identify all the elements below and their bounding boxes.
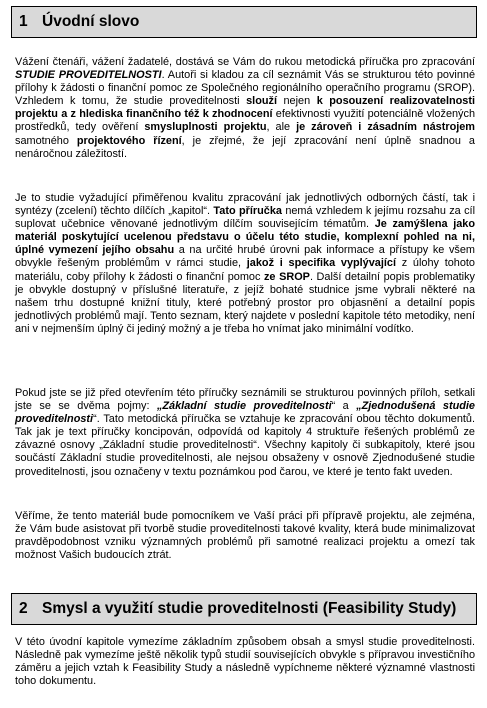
paragraph-intro: [15, 56, 475, 161]
text-run: Je to studie vyžadující přiměřenou kvalitu zpracování jak jednotlivých odborných částí, tak i syntézy (zcelení) těchto dílčích „kapitol“.: [15, 192, 475, 218]
text-run: Pokud jste se již před otevřením této příručky seznámili se strukturou povinných příloh, setkali jste se se dvěma pojmy:: [15, 387, 475, 413]
text-run: V této úvodní kapitole vymezíme základním způsobem obsah a smysl studie proveditelnosti. Následně pak vymezíme ještě několik typů studií souvisejících obvykle s přípravou investičního záměru a jejich vztah k Feasibility Study a následně vypíchneme některé významné vlastnosti toho dokumentu.: [15, 636, 475, 688]
text-run-bold: jakož i specifika vyplývající: [246, 257, 396, 270]
text-run: “. Tato metodická příručka se vztahuje ke zpracování obou těchto dokumentů. Tak jak je text příručky koncipován, odpovídá od kapitoly 4 struktuře řešených problémů ze závazné osnovy „Základní studie proveditelnosti“. Všechny kapitoly či subkapitoly, které jsou součástí Základní studie proveditelnosti, ale nejsou obsaženy v osnově Zjednodušené studie proveditelnosti, jsou označeny v textu poznámkou pod čarou, ve které je tento fakt uveden.: [15, 413, 475, 478]
paragraph-terms: [15, 387, 475, 479]
text-run-bold: ze SROP: [263, 270, 310, 283]
text-run: samotného: [15, 134, 77, 147]
text-run: , ale: [266, 121, 297, 134]
paragraph-purpose: [15, 192, 475, 336]
text-run: efektivnosti využití potenciálně vložených prostředků, tedy ověření: [15, 108, 476, 134]
text-run: nejen: [276, 95, 317, 108]
section-number: 2: [19, 600, 28, 617]
section-1-heading: [11, 6, 477, 38]
text-run: nemá vzhledem k jejímu rozsahu za cíl suplovat učebnice věnované jednotlivým dílčím souvisejícím tématům.: [15, 205, 476, 231]
paragraph-closing: [15, 510, 475, 562]
text-run: “ a: [331, 400, 357, 413]
section-2-heading: [11, 593, 477, 625]
text-run-bold: Tato příručka: [213, 205, 282, 218]
text-run-bold: smysluplnosti projektu: [144, 121, 267, 134]
text-run-bold-italic: STUDIE PROVEDITELNOSTI: [15, 69, 162, 82]
text-run: a na určité hrubé úrovni pak informace a přístupy ke všem obvykle řešeným problémům v rámci studie,: [15, 244, 475, 270]
text-run: . Další detailní popis problematiky je obvykle dostupný v příslušné literatuře, z jejíž bohaté studnice jsme vybrali některé na našem trhu dostupné knižní tituly, které potřebný prostor pro objasnění a detailní popis jednotlivých problémů mají. Tento seznam, který najdete v poslední kapitole této metodiky, není ani v nejmenším úplný či jediný možný a je třeba ho vnímat jako minimální vodítko.: [15, 270, 475, 335]
text-run-bold: slouží: [246, 95, 277, 108]
section-title: Úvodní slovo: [42, 13, 140, 30]
text-run: Vážení čtenáři, vážení žadatelé, dostává se Vám do rukou metodická příručka pro zpracování: [15, 56, 475, 68]
text-run: z úlohy tohoto materiálu, coby přílohy k žádosti o finanční pomoc: [15, 257, 475, 283]
section-number: 1: [19, 13, 28, 30]
text-run: Věříme, že tento materiál bude pomocníkem ve Vaší práci při přípravě projektu, ale zejména, že Vám bude asistovat při tvorbě studie proveditelnosti takové kvality, která bude minimalizovat pravděpodobnost vzniku významných problémů při samotné realizaci projektu a omezí tak možnost Vašich budoucích ztrát.: [15, 510, 475, 562]
paragraph-chapter-intro: [15, 636, 475, 688]
text-run-bold: Je zamýšlena jako materiál poskytující ucelenou představu o účelu této studie, komplexní pohled na ni, úplné vymezení jejího obsahu: [15, 218, 475, 257]
text-run-bold: k posouzení realizovatelnosti projektu a z hlediska finančního též k zhodnocení: [15, 95, 475, 121]
text-run-bold: je zároveň i zásadním nástrojem: [296, 121, 475, 134]
text-run: , je zřejmé, že její zpracování není úplně snadnou a nenáročnou záležitostí.: [15, 134, 475, 160]
text-run-bold-italic: „Základní studie proveditelnosti: [156, 400, 332, 413]
text-run-bold-italic: „Zjednodušená studie proveditelnosti: [15, 400, 475, 426]
text-run-bold: projektového řízení: [76, 134, 182, 147]
section-title: Smysl a využití studie proveditelnosti (Feasibility Study): [42, 600, 457, 617]
text-run: . Autoři si kladou za cíl seznámit Vás se strukturou této povinné přílohy k žádosti o finanční pomoc ze Společného regionálního operačního programu (SROP). Vzhledem k tomu, že studie proveditelnosti: [15, 69, 476, 108]
